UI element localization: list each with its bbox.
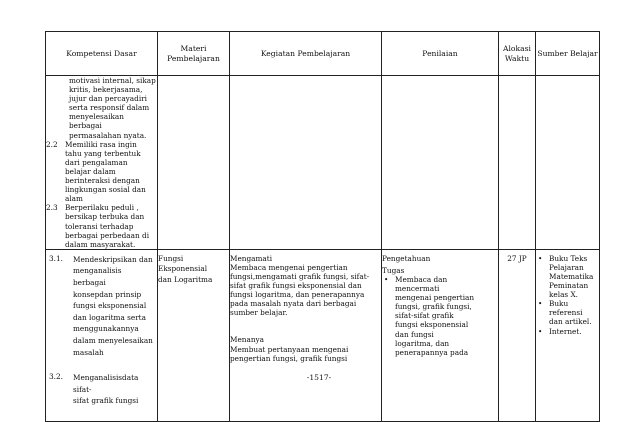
page-number: -1517- [306, 373, 332, 382]
kd-31: 3.1. Mendeskripsikan dan menganalisis berbagai konsepdan prinsip fungsi eksponensial dan logaritma serta menggunakannya dalam menyelesaikan masalah [49, 253, 153, 357]
list-item: • Internet. [538, 326, 582, 336]
bullet-icon: • [538, 326, 543, 336]
materi-cell-row1 [158, 76, 230, 250]
kd-cell-row1 [46, 76, 158, 250]
table-row [46, 249, 600, 421]
header-sumber: Sumber Belajar [536, 32, 600, 76]
header-penilaian: Penilaian [382, 32, 499, 76]
kd-32: 3.2. Menganalisisdata sifat- sifat grafik fungsi [49, 372, 139, 406]
kd-cell-row2 [46, 249, 158, 421]
kegiatan-cell-row1 [230, 76, 382, 250]
kd-21-continuation: motivasi internal, sikap kritis, bekerjasama, jujur dan percayadiri serta responsif dalam menyelesaikan berbagai permasalahan nyata. [69, 76, 156, 140]
header-row [46, 32, 600, 76]
bullet-icon: • [538, 299, 543, 309]
bullet-icon: • [384, 274, 389, 284]
kd-22: 2.2 Memiliki rasa ingin tahu yang terbentuk dari pengalaman belajar dalam berinteraksi dengan lingkungan sosial dan alam [46, 139, 146, 204]
penilaian-cell-row2: Pengetahuan Tugas • Membaca dan mencermati mengenai pengertian fungsi, grafik fungsi, sifat-sifat grafik fungsi eksponensial dan fungsi logaritma, dan penerapannya pada [382, 249, 499, 421]
header-kompetensi-dasar: Kompetensi Dasar [46, 32, 158, 76]
bullet-icon: • [538, 253, 543, 263]
header-kegiatan: Kegiatan Pembelajaran [230, 32, 382, 76]
kegiatan-menanya: Menanya Membuat pertanyaan mengenai pengertian fungsi, grafik fungsi [230, 335, 349, 363]
header-materi: Materi Pembelajaran [158, 32, 230, 76]
list-item: • Buku referensi dan artikel. [538, 299, 592, 327]
kd-23: 2.3 Berperilaku peduli , bersikap terbuka dan toleransi terhadap berbagai perbedaan di dalam masyarakat. [46, 203, 150, 249]
header-alokasi: Alokasi Waktu [499, 32, 536, 76]
table-row [46, 76, 600, 250]
list-item: • Buku Teks Pelajaran Matematika Peminatan kelas X. [538, 253, 594, 300]
kegiatan-cell-row2 [230, 249, 382, 421]
sumber-cell-row2 [536, 249, 600, 421]
penilaian-cell-row1 [382, 76, 499, 250]
alokasi-cell-row1 [499, 76, 536, 250]
sumber-cell-row1 [536, 76, 600, 250]
materi-cell-row2: Fungsi Eksponensial dan Logaritma [158, 249, 230, 421]
alokasi-cell-row2: 27 JP [499, 249, 536, 421]
kegiatan-mengamati: Mengamati Membaca mengenai pengertian fungsi,mengamati grafik fungsi, sifat- sifat grafik fungsi eksponensial dan fungsi logaritma, dan penerapannya pada masalah nyata dari berbagai sumber belajar. [230, 253, 370, 318]
